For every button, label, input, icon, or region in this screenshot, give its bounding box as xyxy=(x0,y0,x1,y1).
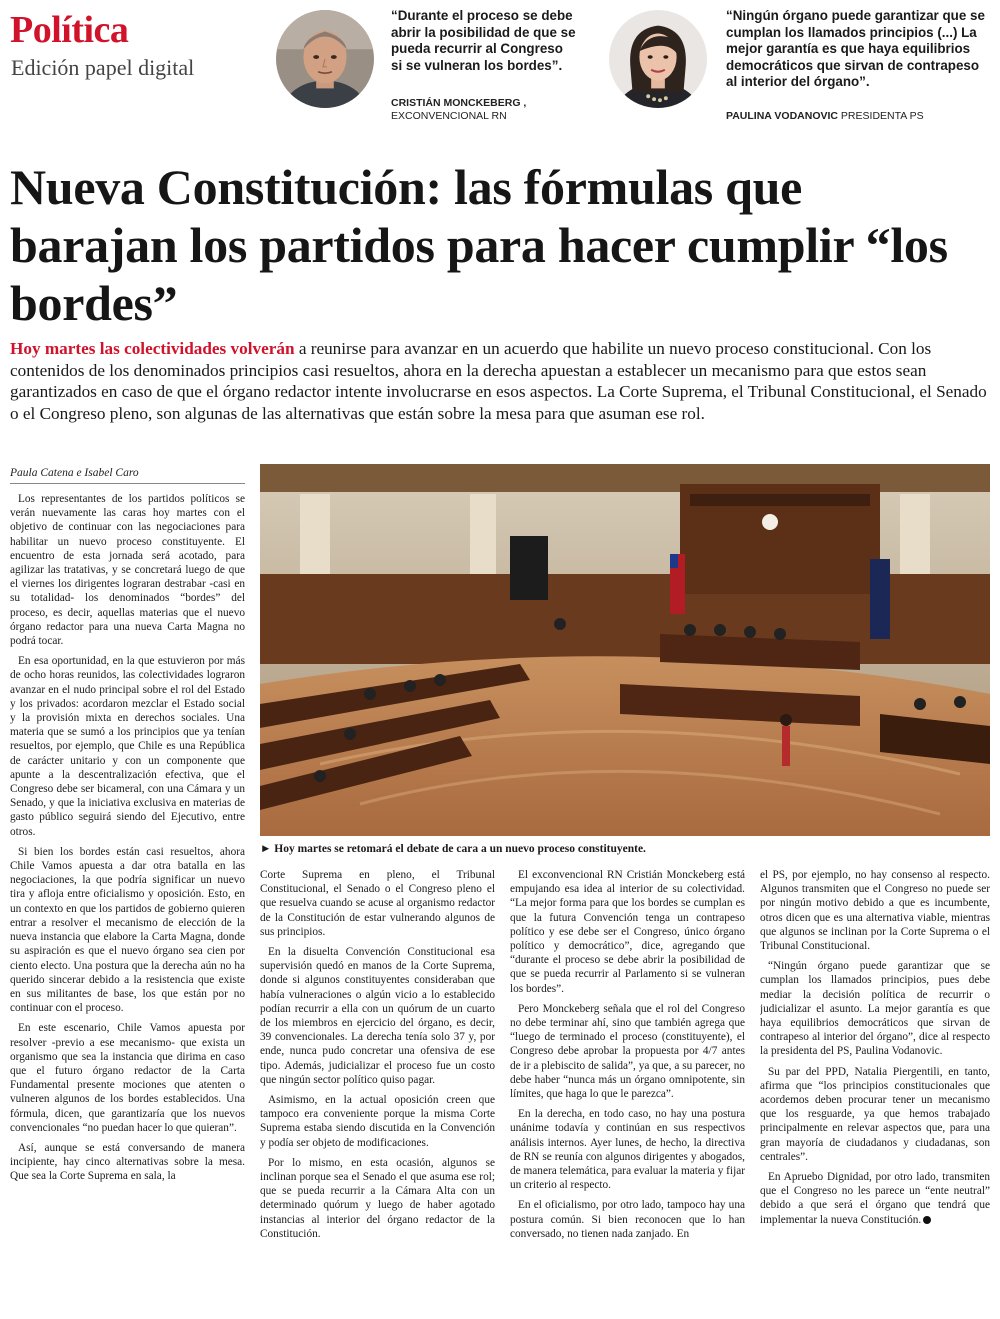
lead-text: a reunirse para avanzar en un acuerdo que habilite un nuevo proceso constitucional. Con los contenidos de los denominados principios casi resueltos, ahora en la derecha apuestan a establecer un mecanismo para que estos sean garantizados en caso de que el órgano redactor intente involucrarse en esos aspectos. La Corte Suprema, el Tribunal Constitucional, el Senado o el Congreso pleno, son algunas de las alternativas que están sobre la mesa para que asuman ese rol. xyxy=(10,339,987,423)
section-title: Política xyxy=(10,9,129,51)
photo-congress-chamber xyxy=(260,464,990,836)
portrait-monckeberg xyxy=(276,10,374,108)
portrait-monckeberg-image xyxy=(276,10,374,108)
quote-monckeberg: “Durante el proceso se debe abrir la posibilidad de que se pueda recurrir al Congreso si se vulneran los bordes”. xyxy=(391,8,576,73)
byline: Paula Catena e Isabel Caro xyxy=(10,467,139,479)
quote-vodanovic: “Ningún órgano puede garantizar que se cumplan los llamados principios (...) La mejor garantía es que haya equilibrios democráticos que sirvan de contrapeso al interior del órgano”. xyxy=(726,8,985,89)
body-paragraph: Pero Monckeberg señala que el rol del Congreso no debe terminar ahí, sino que también agrega que “luego de terminado el proceso (constituyente), el Congreso debe aprobar la propuesta por 4/7 antes de ir a plebiscito de salida”, ya que, a su parecer, no debe haber “nunca más un órgano omnipotente, sin límites, que haga lo que le parezca”. xyxy=(510,1002,745,1101)
body-paragraph: El exconvencional RN Cristián Monckeberg está empujando esa idea al interior de su colectividad. “La mejor forma para que los bordes se cumplan es que la futura Convención tenga un contrapeso político y ese debe ser el Congreso, único órgano político y democrático”, dice, agregando que “durante el proceso se debe abrir la posibilidad de que se pueda recurrir al Parlamento si se vulneran los bordes”. xyxy=(510,869,745,995)
photo-caption: ► Hoy martes se retomará el debate de cara a un nuevo proceso constituyente. xyxy=(260,843,646,855)
body-paragraph: el PS, por ejemplo, no hay consenso al respecto. Algunos transmiten que el Congreso no puede ser por ningún motivo debido a que es incumbente, otros dicen que es una alternativa viable, mientras que algunos se inclinan por la Corte Suprema o el Tribunal Constitucional. xyxy=(760,869,990,953)
body-paragraph-final xyxy=(760,1170,990,1227)
chamber-illustration xyxy=(260,464,990,836)
body-paragraph-final-text: En Apruebo Dignidad, por otro lado, transmiten que el Congreso no les parece un “ente neutral” debido a que será el órgano que tendrá que implementar la nueva Constitución. xyxy=(760,1171,990,1226)
body-paragraph: Si bien los bordes están casi resueltos, ahora Chile Vamos apuesta a dar otra batalla en las negociaciones, la que podría significar un nuevo tira y afloja entre oficialismo y oposición. Esto, en un contexto en que los partidos de gobierno quieren entrar a resolver el mecanismo de elección de la nueva instancia que elabore la Carta Magna, donde su aspiración es que el nuevo órgano sea cien por ciento electo. Una postura que la derecha aún no ha querido sincerar debido a la resistencia que existe en sus militantes de base, los que están por no continuar con el proceso. xyxy=(10,845,245,1015)
article-column-4 xyxy=(760,868,990,1312)
body-paragraph: En la disuelta Convención Constitucional esa supervisión quedó en manos de la Corte Suprema, donde si algunos constituyentes consideraban que había vulneraciones o algún vicio a lo establecido podían recurrir a ella con un quórum de un cuarto de los miembros en ejercicio del órgano, es decir, 39 convencionales. La derecha tenía solo 37 y, por ende, nunca pudo concretar una ofensiva de ese tipo. Además, judicializar el proceso fue un costo que ningún sector político quiso pagar. xyxy=(260,946,495,1086)
article-column-2 xyxy=(260,868,495,1312)
body-paragraph: Los representantes de los partidos políticos se verán nuevamente las caras hoy martes con el objetivo de continuar con las negociaciones para habilitar un nuevo proceso constituyente. El encuentro de esta jornada será acotado, para agilizar las tratativas, y se concretará luego de que el viernes los dirigentes lograran destrabar -casi en su totalidad- los denominados “bordes” del proceso, es decir, aquellas materias que el nuevo órgano redactor para una nueva Carta Magna no podrá tocar. xyxy=(10,493,245,648)
article-column-1 xyxy=(10,492,245,1312)
lead-highlight: Hoy martes las colectividades volverán xyxy=(10,339,295,358)
body-paragraph: En este escenario, Chile Vamos apuesta por resolver -previo a ese mecanismo- que exista un organismo que sea la instancia que dirima en caso que el futuro órgano redactor de la Carta Fundamental presente mociones que atenten o vulneren algunos de los bordes establecidos. Una fórmula, dicen, que garantizaría que los nuevos convencionales “no puedan hacer lo que quieran”. xyxy=(10,1022,245,1134)
body-paragraph: En el oficialismo, por otro lado, tampoco hay una postura común. Si bien reconocen que lo han conversado, no tienen nada zanjado. En xyxy=(510,1199,745,1240)
edition-label: Edición papel digital xyxy=(11,55,195,80)
portrait-vodanovic xyxy=(609,10,707,108)
body-paragraph: Por lo mismo, en esta ocasión, algunos se inclinan porque sea el Senado el que asuma ese rol; que se pueda recurrir a la Cámara Alta con un determinado quórum y luego de haber agotado instancias al interior del órgano redactor de la Constitución. xyxy=(260,1156,495,1240)
quote-vodanovic-attribution xyxy=(726,110,986,123)
portrait-vodanovic-image xyxy=(609,10,707,108)
body-paragraph: Corte Suprema en pleno, el Tribunal Constitucional, el Senado o el Congreso pleno el que resuelva cuando se acuse al organismo redactor de la Constitución de estar vulnerando algunos de sus principios. xyxy=(260,869,495,938)
article-column-3 xyxy=(510,868,745,1312)
quote-monckeberg-attribution xyxy=(391,97,591,123)
quote-monckeberg-role: EXCONVENCIONAL RN xyxy=(391,110,507,122)
body-paragraph: “Ningún órgano puede garantizar que se cumplan los llamados principios, pues debe mediar la decisión política de recurrir o judicializar el asunto. La mejor garantía es que haya equilibrios democráticos que sirvan de contrapeso al interior del órgano”, dice al respecto la presidenta del PS, Paulina Vodanovic. xyxy=(760,960,990,1058)
headline: Nueva Constitución: las fórmulas que barajan los partidos para hacer cumplir “los bordes” xyxy=(10,159,948,331)
end-of-article-icon xyxy=(923,1216,931,1224)
lead-paragraph xyxy=(10,338,990,424)
body-paragraph: Asimismo, en la actual oposición creen que tampoco era conveniente porque la misma Corte Suprema estaba siendo discutida en la Convención y podía ser objeto de modificaciones. xyxy=(260,1094,495,1149)
quote-vodanovic-role: PRESIDENTA PS xyxy=(838,110,924,122)
quote-monckeberg-name: CRISTIÁN MONCKEBERG , xyxy=(391,97,527,109)
body-paragraph: Así, aunque se está conversando de manera incipiente, hay cinco alternativas sobre la mesa. Que sea la Corte Suprema en sala, la xyxy=(10,1141,245,1183)
quote-vodanovic-name: PAULINA VODANOVIC xyxy=(726,110,839,122)
byline-divider xyxy=(10,483,245,484)
body-paragraph: En esa oportunidad, en la que estuvieron por más de ocho horas reunidos, las colectividades lograron avanzar en el nudo principal sobre el rol del Estado y los privados: acordaron mezclar el Estado social y la provisión mixta en derechos sociales. Una materia que se sumó a los principios que ya tenían resueltos, por ejemplo, que Chile es una República de carácter unitario y con un componente que apunte a la descentralización efectiva, que el Congreso debe ser bicameral, con una Cámara y un Senado, y que la iniciativa exclusiva en materias de gasto público seguirá siendo del Ejecutivo, entre otros. xyxy=(10,655,245,838)
body-paragraph: En la derecha, en todo caso, no hay una postura unánime todavía y continúan en sus respectivos análisis internos. Ayer lunes, de hecho, la directiva de RN se reunía con algunos dirigentes y abogados, de manera telemática, para evaluar la materia y fijar un criterio al respecto. xyxy=(510,1108,745,1192)
body-paragraph: Su par del PPD, Natalia Piergentili, en tanto, afirma que “los principios constitucionales que acordemos deben procurar tener un mecanismo que los resguarde, ya que hemos trabajado principalmente en relevar aspectos que, para una gran mayoría de ciudadanos y ciudadanas, son centrales”. xyxy=(760,1065,990,1163)
